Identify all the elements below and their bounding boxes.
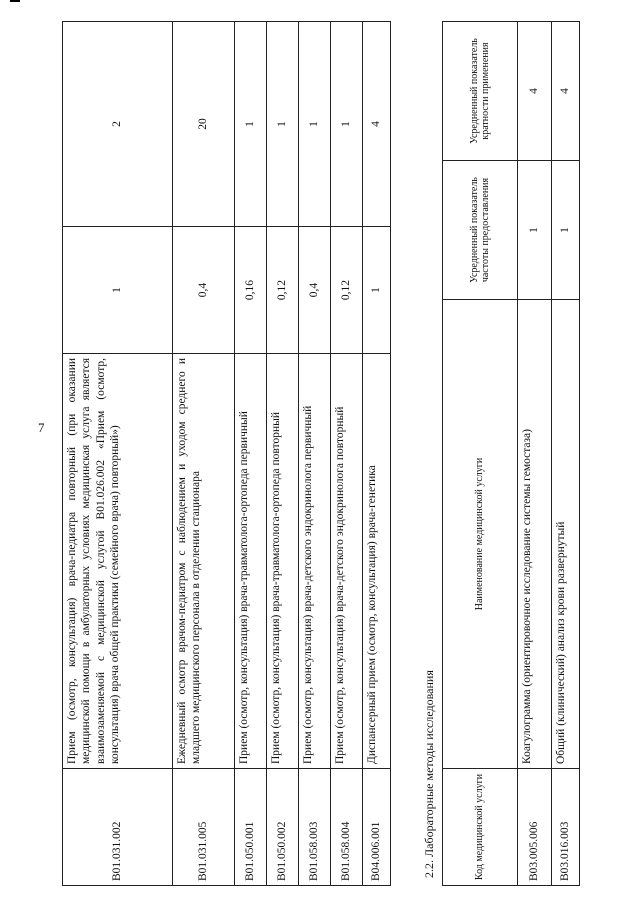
services-table [62, 21, 391, 886]
cell-code: B01.050.002 [267, 769, 299, 886]
cell-mult: 1 [267, 22, 299, 227]
cell-name: Прием (осмотр, консультация) врача-детского эндокринолога первичный [299, 354, 331, 769]
cell-freq: 1 [518, 161, 552, 300]
table-row [173, 22, 235, 886]
cell-mult: 1 [299, 22, 331, 227]
cell-mult: 1 [235, 22, 267, 227]
cell-freq: 0,4 [173, 227, 235, 354]
cell-freq: 1 [63, 227, 173, 354]
cell-mult: 2 [63, 22, 173, 227]
cell-mult: 1 [331, 22, 363, 227]
cell-freq: 0,12 [331, 227, 363, 354]
table-row [518, 22, 552, 886]
cell-mult: 4 [363, 22, 391, 227]
cell-code: B03.016.003 [552, 769, 580, 886]
cell-code: B01.058.004 [331, 769, 363, 886]
table-header-row [443, 22, 518, 886]
cell-name: Ежедневный осмотр врачом-педиатром с наблюдением и уходом среднего и младшего медицинского персонала в отделении стационара [173, 354, 235, 769]
cell-code: B04.006.001 [363, 769, 391, 886]
cell-mult: 4 [518, 22, 552, 161]
table-row [363, 22, 391, 886]
cell-mult: 4 [552, 22, 580, 161]
cell-freq: 1 [363, 227, 391, 354]
rotated-content [62, 26, 640, 886]
table-row [63, 22, 173, 886]
cell-mult: 20 [173, 22, 235, 227]
header-mult: Усредненный показатель кратности применения [443, 22, 518, 161]
lab-methods-table [442, 21, 580, 886]
cell-name: Коагулограмма (ориентировочное исследование системы гемостаза) [518, 300, 552, 769]
page-number: 7 [38, 420, 45, 435]
cell-name: Прием (осмотр, консультация) врача-педиатра повторный (при оказании медицинской помощи в амбулаторных условиях медицинская услуга является взаимозаменяемой с медицинской услугой B01.026.002 «Прием (осмотр, консультация) врача общей практики (семейного врача) повторный») [63, 354, 173, 769]
cell-code: B01.050.001 [235, 769, 267, 886]
table-row [267, 22, 299, 886]
table-row [552, 22, 580, 886]
scan-mark [10, 0, 20, 2]
section-title: 2.2. Лабораторные методы исследования [422, 670, 436, 878]
cell-freq: 0,12 [267, 227, 299, 354]
header-code: Код медицинской услуги [443, 769, 518, 886]
cell-name: Общий (клинический) анализ крови развернутый [552, 300, 580, 769]
cell-code: B01.031.002 [63, 769, 173, 886]
cell-code: B03.005.006 [518, 769, 552, 886]
header-freq: Усредненный показатель частоты предоставления [443, 161, 518, 300]
cell-name: Прием (осмотр, консультация) врача-детского эндокринолога повторный [331, 354, 363, 769]
table-row [299, 22, 331, 886]
cell-code: B01.031.005 [173, 769, 235, 886]
cell-name: Прием (осмотр, консультация) врача-травматолога-ортопеда повторный [267, 354, 299, 769]
cell-code: B01.058.003 [299, 769, 331, 886]
cell-freq: 0,16 [235, 227, 267, 354]
cell-freq: 0,4 [299, 227, 331, 354]
header-name: Наименование медицинской услуги [443, 300, 518, 769]
table-row [235, 22, 267, 886]
cell-freq: 1 [552, 161, 580, 300]
table-row [331, 22, 363, 886]
cell-name: Диспансерный прием (осмотр, консультация) врача-генетика [363, 354, 391, 769]
cell-name: Прием (осмотр, консультация) врача-травматолога-ортопеда первичный [235, 354, 267, 769]
